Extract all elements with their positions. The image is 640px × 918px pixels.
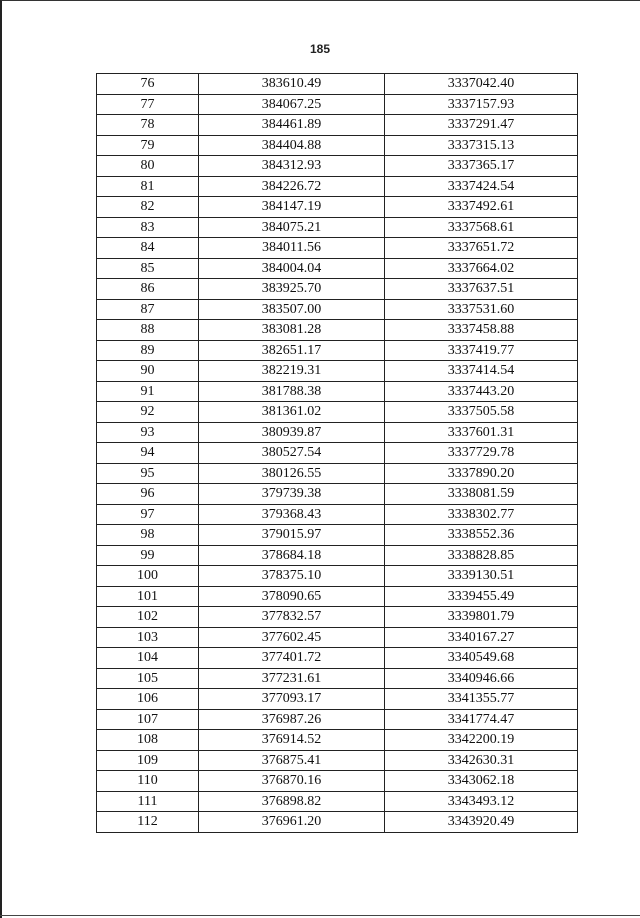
y-coordinate-cell: 3340946.66 [385,668,578,689]
x-coordinate-cell: 376961.20 [199,812,385,833]
point-number-cell: 98 [97,525,199,546]
table-row [97,525,578,546]
point-number-cell: 110 [97,771,199,792]
table-row [97,504,578,525]
table-row [97,627,578,648]
y-coordinate-cell: 3337601.31 [385,422,578,443]
y-coordinate-cell: 3338552.36 [385,525,578,546]
table-row [97,381,578,402]
table-row [97,279,578,300]
x-coordinate-cell: 384147.19 [199,197,385,218]
y-coordinate-cell: 3337531.60 [385,299,578,320]
x-coordinate-cell: 384075.21 [199,217,385,238]
table-row [97,176,578,197]
table-row [97,402,578,423]
point-number-cell: 89 [97,340,199,361]
x-coordinate-cell: 379368.43 [199,504,385,525]
point-number-cell: 112 [97,812,199,833]
x-coordinate-cell: 384461.89 [199,115,385,136]
x-coordinate-cell: 380939.87 [199,422,385,443]
y-coordinate-cell: 3337492.61 [385,197,578,218]
x-coordinate-cell: 380126.55 [199,463,385,484]
x-coordinate-cell: 383925.70 [199,279,385,300]
y-coordinate-cell: 3338828.85 [385,545,578,566]
point-number-cell: 86 [97,279,199,300]
x-coordinate-cell: 383507.00 [199,299,385,320]
table-row [97,197,578,218]
point-number-cell: 80 [97,156,199,177]
y-coordinate-cell: 3337505.58 [385,402,578,423]
point-number-cell: 87 [97,299,199,320]
point-number-cell: 104 [97,648,199,669]
point-number-cell: 91 [97,381,199,402]
table-row [97,730,578,751]
y-coordinate-cell: 3337424.54 [385,176,578,197]
y-coordinate-cell: 3337458.88 [385,320,578,341]
x-coordinate-cell: 382651.17 [199,340,385,361]
y-coordinate-cell: 3342630.31 [385,750,578,771]
x-coordinate-cell: 377602.45 [199,627,385,648]
point-number-cell: 84 [97,238,199,259]
y-coordinate-cell: 3337664.02 [385,258,578,279]
point-number-cell: 79 [97,135,199,156]
y-coordinate-cell: 3339801.79 [385,607,578,628]
y-coordinate-cell: 3337315.13 [385,135,578,156]
table-row [97,812,578,833]
x-coordinate-cell: 376870.16 [199,771,385,792]
point-number-cell: 99 [97,545,199,566]
table-row [97,94,578,115]
point-number-cell: 77 [97,94,199,115]
y-coordinate-cell: 3343920.49 [385,812,578,833]
point-number-cell: 105 [97,668,199,689]
x-coordinate-cell: 377832.57 [199,607,385,628]
y-coordinate-cell: 3340167.27 [385,627,578,648]
table-row [97,750,578,771]
point-number-cell: 94 [97,443,199,464]
y-coordinate-cell: 3337419.77 [385,340,578,361]
y-coordinate-cell: 3338302.77 [385,504,578,525]
y-coordinate-cell: 3341774.47 [385,709,578,730]
x-coordinate-cell: 382219.31 [199,361,385,382]
x-coordinate-cell: 379739.38 [199,484,385,505]
y-coordinate-cell: 3337568.61 [385,217,578,238]
y-coordinate-cell: 3339455.49 [385,586,578,607]
point-number-cell: 106 [97,689,199,710]
point-number-cell: 111 [97,791,199,812]
table-row [97,238,578,259]
x-coordinate-cell: 378684.18 [199,545,385,566]
x-coordinate-cell: 377401.72 [199,648,385,669]
page-bottom-edge [0,915,640,916]
table-row [97,545,578,566]
table-row [97,443,578,464]
table-row [97,791,578,812]
coordinate-table [96,73,578,833]
table-row [97,135,578,156]
x-coordinate-cell: 384404.88 [199,135,385,156]
x-coordinate-cell: 376987.26 [199,709,385,730]
table-row [97,484,578,505]
point-number-cell: 102 [97,607,199,628]
table-row [97,668,578,689]
point-number-cell: 100 [97,566,199,587]
x-coordinate-cell: 376898.82 [199,791,385,812]
coordinate-table-body [97,74,578,833]
y-coordinate-cell: 3337729.78 [385,443,578,464]
y-coordinate-cell: 3337414.54 [385,361,578,382]
y-coordinate-cell: 3337291.47 [385,115,578,136]
table-row [97,74,578,95]
point-number-cell: 78 [97,115,199,136]
point-number-cell: 81 [97,176,199,197]
point-number-cell: 108 [97,730,199,751]
table-row [97,340,578,361]
table-row [97,463,578,484]
y-coordinate-cell: 3341355.77 [385,689,578,710]
y-coordinate-cell: 3337890.20 [385,463,578,484]
point-number-cell: 92 [97,402,199,423]
point-number-cell: 85 [97,258,199,279]
table-row [97,115,578,136]
x-coordinate-cell: 384312.93 [199,156,385,177]
x-coordinate-cell: 384226.72 [199,176,385,197]
x-coordinate-cell: 376914.52 [199,730,385,751]
table-row [97,299,578,320]
x-coordinate-cell: 377231.61 [199,668,385,689]
point-number-cell: 88 [97,320,199,341]
table-row [97,607,578,628]
y-coordinate-cell: 3337443.20 [385,381,578,402]
x-coordinate-cell: 381788.38 [199,381,385,402]
x-coordinate-cell: 384011.56 [199,238,385,259]
x-coordinate-cell: 379015.97 [199,525,385,546]
y-coordinate-cell: 3340549.68 [385,648,578,669]
y-coordinate-cell: 3343062.18 [385,771,578,792]
table-row [97,586,578,607]
point-number-cell: 76 [97,74,199,95]
point-number-cell: 107 [97,709,199,730]
table-row [97,422,578,443]
point-number-cell: 90 [97,361,199,382]
point-number-cell: 97 [97,504,199,525]
point-number-cell: 103 [97,627,199,648]
point-number-cell: 93 [97,422,199,443]
x-coordinate-cell: 377093.17 [199,689,385,710]
table-row [97,566,578,587]
point-number-cell: 101 [97,586,199,607]
table-row [97,771,578,792]
y-coordinate-cell: 3339130.51 [385,566,578,587]
y-coordinate-cell: 3343493.12 [385,791,578,812]
table-row [97,320,578,341]
y-coordinate-cell: 3337651.72 [385,238,578,259]
table-row [97,709,578,730]
table-row [97,361,578,382]
point-number-cell: 95 [97,463,199,484]
x-coordinate-cell: 378090.65 [199,586,385,607]
x-coordinate-cell: 376875.41 [199,750,385,771]
x-coordinate-cell: 384067.25 [199,94,385,115]
y-coordinate-cell: 3337365.17 [385,156,578,177]
table-row [97,156,578,177]
point-number-cell: 82 [97,197,199,218]
x-coordinate-cell: 383081.28 [199,320,385,341]
table-row [97,217,578,238]
table-row [97,689,578,710]
y-coordinate-cell: 3338081.59 [385,484,578,505]
x-coordinate-cell: 381361.02 [199,402,385,423]
x-coordinate-cell: 384004.04 [199,258,385,279]
y-coordinate-cell: 3337637.51 [385,279,578,300]
x-coordinate-cell: 383610.49 [199,74,385,95]
table-row [97,648,578,669]
page-number: 185 [309,42,331,56]
x-coordinate-cell: 378375.10 [199,566,385,587]
x-coordinate-cell: 380527.54 [199,443,385,464]
table-row [97,258,578,279]
point-number-cell: 96 [97,484,199,505]
y-coordinate-cell: 3337042.40 [385,74,578,95]
point-number-cell: 83 [97,217,199,238]
y-coordinate-cell: 3342200.19 [385,730,578,751]
point-number-cell: 109 [97,750,199,771]
y-coordinate-cell: 3337157.93 [385,94,578,115]
